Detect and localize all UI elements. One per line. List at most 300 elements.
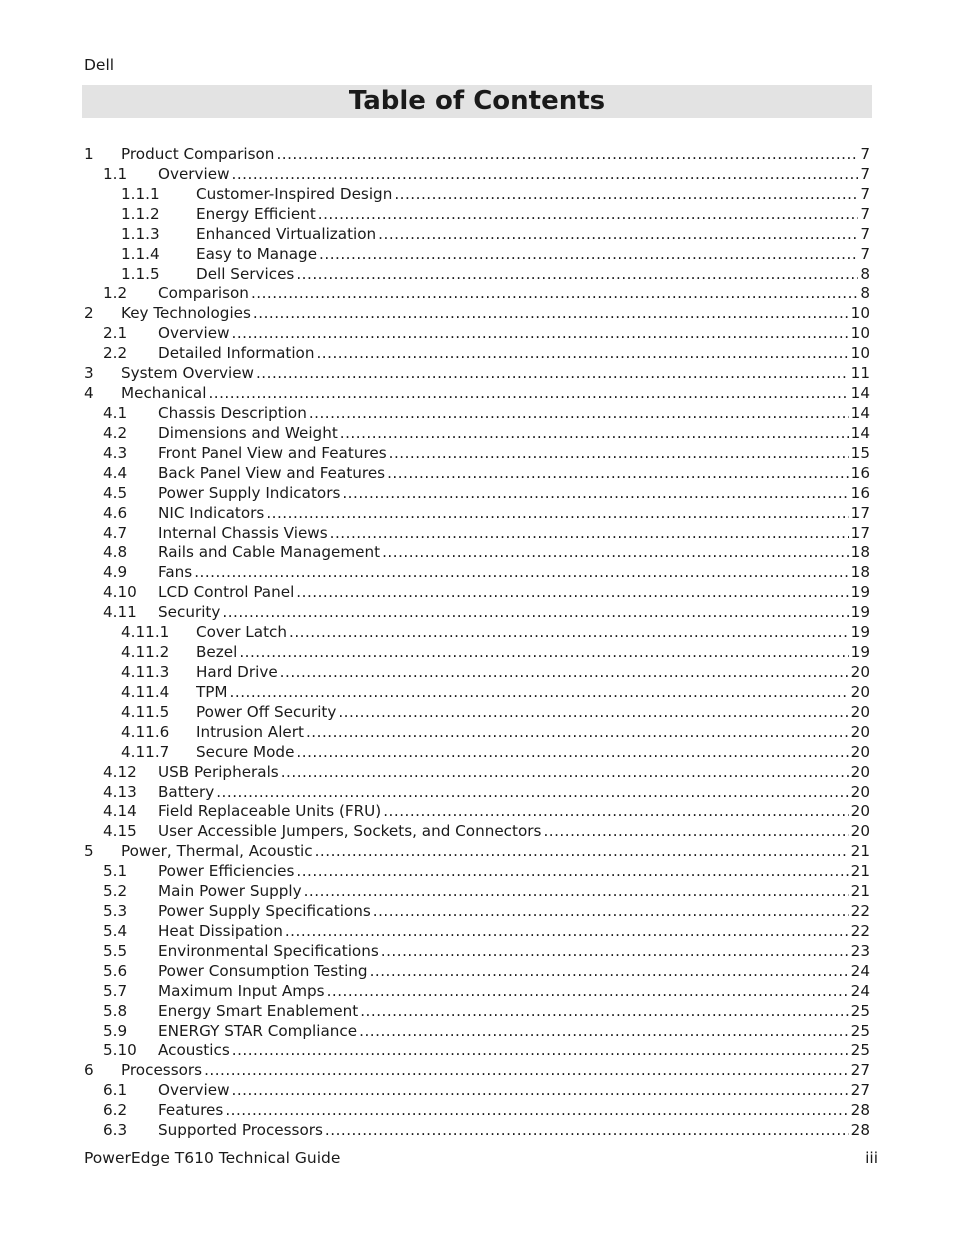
toc-dot-leader	[281, 763, 849, 783]
toc-entry-page: 20	[850, 722, 870, 741]
toc-entry[interactable]	[84, 404, 870, 424]
toc-entry-line	[158, 464, 870, 484]
toc-entry-page: 25	[850, 1021, 870, 1040]
toc-entry[interactable]	[84, 145, 870, 165]
toc-entry-line	[158, 563, 870, 583]
toc-dot-leader	[285, 922, 849, 942]
toc-entry[interactable]	[84, 1101, 870, 1121]
toc-entry-title: Main Power Supply	[158, 882, 302, 901]
title-bar	[82, 85, 872, 118]
toc-entry-line	[158, 882, 870, 902]
toc-entry-line	[158, 982, 870, 1002]
toc-entry-line	[158, 583, 870, 603]
toc-dot-leader	[225, 1101, 848, 1121]
toc-entry[interactable]	[84, 842, 870, 862]
toc-entry[interactable]	[84, 1121, 870, 1141]
toc-entry-number: 5.1	[103, 862, 128, 881]
toc-dot-leader	[232, 1041, 849, 1061]
toc-dot-leader	[378, 225, 858, 245]
toc-entry-line	[158, 1002, 870, 1022]
toc-entry-title: Customer-Inspired Design	[196, 184, 393, 203]
toc-entry-page: 16	[850, 483, 870, 502]
toc-dot-leader	[383, 802, 848, 822]
toc-entry-page: 7	[860, 164, 870, 183]
toc-entry-line	[158, 1081, 870, 1101]
toc-dot-leader	[330, 524, 849, 544]
toc-entry[interactable]	[84, 882, 870, 902]
toc-entry-number: 5.6	[103, 961, 128, 980]
toc-entry-number: 4.9	[103, 563, 128, 582]
toc-entry-number: 4.1	[103, 403, 128, 422]
toc-dot-leader	[296, 862, 848, 882]
toc-entry-line	[158, 543, 870, 563]
toc-dot-leader	[382, 543, 849, 563]
toc-dot-leader	[296, 265, 858, 285]
toc-dot-leader	[389, 444, 849, 464]
toc-entry-page: 19	[850, 623, 870, 642]
toc-entry-number: 4.11.5	[121, 702, 170, 721]
toc-entry-line	[158, 1101, 870, 1121]
toc-entry-line	[158, 902, 870, 922]
toc-entry-page: 22	[850, 902, 870, 921]
toc-entry[interactable]	[84, 504, 870, 524]
toc-entry-page: 20	[850, 662, 870, 681]
toc-entry-page: 14	[850, 384, 870, 403]
toc-entry-title: Features	[158, 1101, 224, 1120]
toc-entry-line	[158, 862, 870, 882]
toc-entry-title: Field Replaceable Units (FRU)	[158, 802, 382, 821]
toc-entry-page: 14	[850, 403, 870, 422]
toc-entry-line	[158, 603, 870, 623]
toc-entry-page: 7	[860, 224, 870, 243]
toc-entry-page: 21	[850, 862, 870, 881]
toc-entry-page: 21	[850, 842, 870, 861]
toc-entry-title: Security	[158, 603, 221, 622]
toc-dot-leader	[280, 663, 849, 683]
toc-entry-number: 4.11.6	[121, 722, 170, 741]
toc-entry-line	[196, 265, 870, 285]
toc-entry-page: 10	[850, 344, 870, 363]
toc-entry-number: 4.3	[103, 443, 128, 462]
toc-entry-page: 20	[850, 682, 870, 701]
toc-entry-title: Hard Drive	[196, 662, 278, 681]
toc-entry-line	[121, 304, 870, 324]
toc-entry-page: 17	[850, 523, 870, 542]
toc-entry-number: 4.11.2	[121, 643, 170, 662]
toc-entry[interactable]	[84, 583, 870, 603]
toc-dot-leader	[276, 145, 858, 165]
toc-dot-leader	[296, 583, 848, 603]
toc-entry-title: Dimensions and Weight	[158, 423, 338, 442]
toc-entry-number: 1.2	[103, 284, 128, 303]
toc-entry[interactable]	[84, 862, 870, 882]
toc-entry[interactable]	[84, 1022, 870, 1042]
toc-entry-title: NIC Indicators	[158, 503, 265, 522]
toc-dot-leader	[387, 464, 849, 484]
toc-entry[interactable]	[84, 763, 870, 783]
toc-dot-leader	[304, 882, 849, 902]
toc-entry[interactable]	[84, 623, 870, 643]
toc-entry-title: Detailed Information	[158, 344, 315, 363]
toc-entry-page: 17	[850, 503, 870, 522]
toc-entry[interactable]	[84, 265, 870, 285]
toc-dot-leader	[318, 205, 859, 225]
toc-entry-number: 4	[84, 384, 94, 403]
toc-dot-leader	[319, 245, 858, 265]
toc-entry-page: 20	[850, 782, 870, 801]
toc-entry-title: LCD Control Panel	[158, 583, 295, 602]
toc-entry[interactable]	[84, 165, 870, 185]
toc-entry-number: 4.14	[103, 802, 137, 821]
toc-entry-line	[121, 364, 870, 384]
toc-entry-line	[158, 1121, 870, 1141]
toc-entry-page: 25	[850, 1001, 870, 1020]
toc-entry-page: 20	[850, 822, 870, 841]
toc-entry-line	[158, 962, 870, 982]
footer-doc-title: PowerEdge T610 Technical Guide	[84, 1149, 341, 1167]
toc-entry-number: 4.7	[103, 523, 128, 542]
toc-entry-title: Energy Smart Enablement	[158, 1001, 359, 1020]
toc-entry-title: Power Consumption Testing	[158, 961, 368, 980]
header-company: Dell	[84, 56, 115, 74]
table-of-contents	[84, 145, 870, 1141]
toc-entry[interactable]	[84, 902, 870, 922]
toc-entry-page: 8	[860, 284, 870, 303]
toc-entry-line	[196, 703, 870, 723]
toc-entry-line	[158, 424, 870, 444]
toc-entry-line	[158, 822, 870, 842]
toc-entry-line	[196, 743, 870, 763]
toc-entry-number: 4.12	[103, 762, 137, 781]
toc-entry-number: 5.5	[103, 941, 128, 960]
toc-dot-leader	[316, 344, 848, 364]
toc-entry[interactable]	[84, 1041, 870, 1061]
toc-entry-line	[121, 842, 870, 862]
toc-entry[interactable]	[84, 225, 870, 245]
toc-entry-number: 4.10	[103, 583, 137, 602]
toc-entry-page: 24	[850, 981, 870, 1000]
toc-entry[interactable]	[84, 524, 870, 544]
toc-entry-title: Dell Services	[196, 264, 295, 283]
toc-entry[interactable]	[84, 284, 870, 304]
toc-dot-leader	[315, 842, 849, 862]
toc-entry-title: Energy Efficient	[196, 204, 316, 223]
toc-entry-title: Supported Processors	[158, 1121, 323, 1140]
toc-dot-leader	[256, 364, 849, 384]
toc-entry-line	[196, 205, 870, 225]
toc-entry[interactable]	[84, 444, 870, 464]
toc-entry[interactable]	[84, 643, 870, 663]
toc-entry-number: 1.1	[103, 164, 128, 183]
toc-dot-leader	[251, 284, 858, 304]
toc-entry-title: Overview	[158, 324, 230, 343]
toc-entry[interactable]	[84, 1002, 870, 1022]
toc-entry-page: 24	[850, 961, 870, 980]
toc-dot-leader	[381, 942, 849, 962]
toc-entry-page: 28	[850, 1121, 870, 1140]
toc-entry-title: Processors	[121, 1061, 203, 1080]
toc-entry-line	[158, 942, 870, 962]
toc-entry-number: 2.1	[103, 324, 128, 343]
toc-entry-number: 6.1	[103, 1081, 128, 1100]
toc-entry-page: 10	[850, 324, 870, 343]
toc-entry[interactable]	[84, 962, 870, 982]
toc-dot-leader	[543, 822, 848, 842]
toc-entry-page: 19	[850, 583, 870, 602]
toc-entry-number: 4.11.4	[121, 682, 170, 701]
toc-dot-leader	[360, 1002, 848, 1022]
toc-entry-title: Power Off Security	[196, 702, 337, 721]
toc-entry[interactable]	[84, 783, 870, 803]
toc-entry-page: 28	[850, 1101, 870, 1120]
toc-entry-number: 1.1.3	[121, 224, 160, 243]
toc-entry-number: 5.2	[103, 882, 128, 901]
toc-entry-title: Acoustics	[158, 1041, 230, 1060]
toc-entry[interactable]	[84, 1061, 870, 1081]
toc-entry-line	[158, 1041, 870, 1061]
toc-dot-leader	[340, 424, 849, 444]
toc-entry-title: Comparison	[158, 284, 249, 303]
toc-entry[interactable]	[84, 663, 870, 683]
toc-entry-page: 27	[850, 1061, 870, 1080]
toc-dot-leader	[296, 743, 848, 763]
toc-dot-leader	[194, 563, 848, 583]
toc-entry-number: 2	[84, 304, 94, 323]
toc-entry-line	[158, 922, 870, 942]
toc-entry-title: ENERGY STAR Compliance	[158, 1021, 358, 1040]
toc-entry-line	[196, 663, 870, 683]
toc-entry-number: 4.5	[103, 483, 128, 502]
toc-entry-line	[158, 484, 870, 504]
toc-entry-line	[158, 783, 870, 803]
toc-entry[interactable]	[84, 344, 870, 364]
toc-entry-number: 3	[84, 364, 94, 383]
toc-entry[interactable]	[84, 982, 870, 1002]
toc-entry-title: Overview	[158, 1081, 230, 1100]
toc-entry-number: 4.11.1	[121, 623, 170, 642]
toc-entry[interactable]	[84, 1081, 870, 1101]
page-title: Table of Contents	[348, 86, 606, 116]
toc-dot-leader	[327, 982, 849, 1002]
toc-entry[interactable]	[84, 484, 870, 504]
toc-dot-leader	[253, 304, 849, 324]
toc-entry-page: 19	[850, 603, 870, 622]
toc-entry-page: 15	[850, 443, 870, 462]
toc-entry[interactable]	[84, 802, 870, 822]
toc-entry-page: 7	[860, 145, 870, 163]
toc-entry-number: 5.3	[103, 902, 128, 921]
toc-entry-number: 4.2	[103, 423, 128, 442]
toc-entry-title: Intrusion Alert	[196, 722, 304, 741]
toc-dot-leader	[239, 643, 848, 663]
toc-entry-page: 11	[850, 364, 870, 383]
toc-entry[interactable]	[84, 743, 870, 763]
toc-entry-page: 8	[860, 264, 870, 283]
toc-entry-page: 7	[860, 184, 870, 203]
toc-entry-number: 1.1.4	[121, 244, 160, 263]
toc-entry-title: Back Panel View and Features	[158, 463, 386, 482]
toc-dot-leader	[370, 962, 849, 982]
toc-entry[interactable]	[84, 603, 870, 623]
toc-entry-line	[158, 504, 870, 524]
toc-entry-page: 22	[850, 921, 870, 940]
toc-entry[interactable]	[84, 563, 870, 583]
toc-entry-number: 4.15	[103, 822, 137, 841]
toc-entry-line	[121, 1061, 870, 1081]
toc-entry-number: 1.1.5	[121, 264, 160, 283]
toc-entry[interactable]	[84, 205, 870, 225]
toc-dot-leader	[230, 683, 849, 703]
toc-dot-leader	[338, 703, 848, 723]
toc-dot-leader	[373, 902, 849, 922]
toc-entry-number: 6.2	[103, 1101, 128, 1120]
toc-entry-page: 7	[860, 244, 870, 263]
toc-entry-line	[196, 185, 870, 205]
toc-entry-page: 18	[850, 543, 870, 562]
toc-entry-page: 27	[850, 1081, 870, 1100]
toc-entry-page: 23	[850, 941, 870, 960]
toc-dot-leader	[266, 504, 848, 524]
toc-entry-title: Fans	[158, 563, 193, 582]
toc-entry-page: 20	[850, 802, 870, 821]
toc-entry-line	[196, 643, 870, 663]
toc-entry-title: Maximum Input Amps	[158, 981, 325, 1000]
toc-entry[interactable]	[84, 185, 870, 205]
toc-entry-number: 4.4	[103, 463, 128, 482]
toc-entry-title: User Accessible Jumpers, Sockets, and Connectors	[158, 822, 542, 841]
toc-entry-title: Key Technologies	[121, 304, 251, 323]
toc-entry-title: Environmental Specifications	[158, 941, 379, 960]
toc-dot-leader	[232, 1081, 849, 1101]
toc-entry[interactable]	[84, 384, 870, 404]
toc-entry-title: Enhanced Virtualization	[196, 224, 377, 243]
toc-dot-leader	[394, 185, 858, 205]
toc-entry[interactable]	[84, 543, 870, 563]
toc-entry[interactable]	[84, 942, 870, 962]
toc-dot-leader	[232, 165, 859, 185]
toc-entry-number: 4.11.7	[121, 742, 170, 761]
toc-entry-page: 16	[850, 463, 870, 482]
toc-entry[interactable]	[84, 683, 870, 703]
toc-entry[interactable]	[84, 364, 870, 384]
toc-dot-leader	[204, 1061, 849, 1081]
toc-entry-number: 4.6	[103, 503, 128, 522]
toc-entry-title: Chassis Description	[158, 403, 307, 422]
toc-entry-page: 10	[850, 304, 870, 323]
toc-entry-title: Battery	[158, 782, 215, 801]
toc-entry-page: 25	[850, 1041, 870, 1060]
toc-entry-line	[196, 723, 870, 743]
toc-entry-title: Power Supply Specifications	[158, 902, 371, 921]
toc-entry-line	[158, 1022, 870, 1042]
toc-entry-number: 5.4	[103, 921, 128, 940]
toc-entry-number: 2.2	[103, 344, 128, 363]
toc-entry-number: 4.11	[103, 603, 137, 622]
toc-entry[interactable]	[84, 703, 870, 723]
toc-entry-line	[158, 444, 870, 464]
toc-entry[interactable]	[84, 464, 870, 484]
toc-entry-line	[158, 404, 870, 424]
toc-entry-title: Cover Latch	[196, 623, 287, 642]
toc-dot-leader	[222, 603, 848, 623]
toc-entry-number: 5.9	[103, 1021, 128, 1040]
toc-entry[interactable]	[84, 822, 870, 842]
toc-dot-leader	[232, 324, 849, 344]
toc-entry-number: 6	[84, 1061, 94, 1080]
toc-entry-title: System Overview	[121, 364, 254, 383]
toc-dot-leader	[208, 384, 848, 404]
toc-entry-title: Heat Dissipation	[158, 921, 283, 940]
toc-entry-line	[121, 384, 870, 404]
toc-entry[interactable]	[84, 304, 870, 324]
toc-entry-title: Overview	[158, 164, 230, 183]
toc-entry-title: Secure Mode	[196, 742, 295, 761]
toc-entry-line	[158, 763, 870, 783]
toc-entry-number: 1.1.2	[121, 204, 160, 223]
toc-entry-number: 1.1.1	[121, 184, 160, 203]
toc-entry-page: 19	[850, 643, 870, 662]
toc-dot-leader	[325, 1121, 849, 1141]
toc-entry[interactable]	[84, 922, 870, 942]
toc-entry-page: 21	[850, 882, 870, 901]
toc-entry-line	[158, 284, 870, 304]
toc-entry-title: Mechanical	[121, 384, 207, 403]
toc-entry-page: 18	[850, 563, 870, 582]
toc-entry-page: 20	[850, 702, 870, 721]
toc-entry-title: Easy to Manage	[196, 244, 318, 263]
toc-entry-line	[196, 245, 870, 265]
toc-entry-title: TPM	[196, 682, 228, 701]
toc-entry-number: 6.3	[103, 1121, 128, 1140]
toc-entry-number: 5.7	[103, 981, 128, 1000]
toc-entry-number: 4.11.3	[121, 662, 170, 681]
toc-entry-title: Power Supply Indicators	[158, 483, 341, 502]
toc-entry[interactable]	[84, 245, 870, 265]
toc-entry-number: 5.8	[103, 1001, 128, 1020]
toc-entry-page: 14	[850, 423, 870, 442]
toc-dot-leader	[306, 723, 849, 743]
toc-dot-leader	[289, 623, 849, 643]
toc-entry-line	[121, 145, 870, 165]
toc-entry[interactable]	[84, 324, 870, 344]
toc-entry-line	[158, 802, 870, 822]
toc-entry-number: 5.10	[103, 1041, 137, 1060]
toc-entry-line	[158, 524, 870, 544]
toc-entry-page: 20	[850, 762, 870, 781]
toc-entry-page: 7	[860, 204, 870, 223]
toc-entry-title: Power Efficiencies	[158, 862, 295, 881]
footer-page-number: iii	[865, 1149, 878, 1167]
toc-entry-number: 4.8	[103, 543, 128, 562]
toc-entry-title: Power, Thermal, Acoustic	[121, 842, 313, 861]
toc-entry-title: Front Panel View and Features	[158, 443, 387, 462]
toc-entry-title: Product Comparison	[121, 145, 275, 163]
toc-entry-number: 4.13	[103, 782, 137, 801]
toc-entry-line	[158, 324, 870, 344]
toc-entry[interactable]	[84, 723, 870, 743]
toc-entry-title: USB Peripherals	[158, 762, 279, 781]
toc-entry-line	[158, 344, 870, 364]
toc-entry-line	[196, 225, 870, 245]
toc-dot-leader	[309, 404, 849, 424]
toc-dot-leader	[216, 783, 848, 803]
toc-entry-number: 5	[84, 842, 94, 861]
toc-entry[interactable]	[84, 424, 870, 444]
toc-entry-line	[196, 623, 870, 643]
toc-entry-line	[196, 683, 870, 703]
toc-entry-number: 1	[84, 145, 94, 163]
toc-dot-leader	[359, 1022, 849, 1042]
